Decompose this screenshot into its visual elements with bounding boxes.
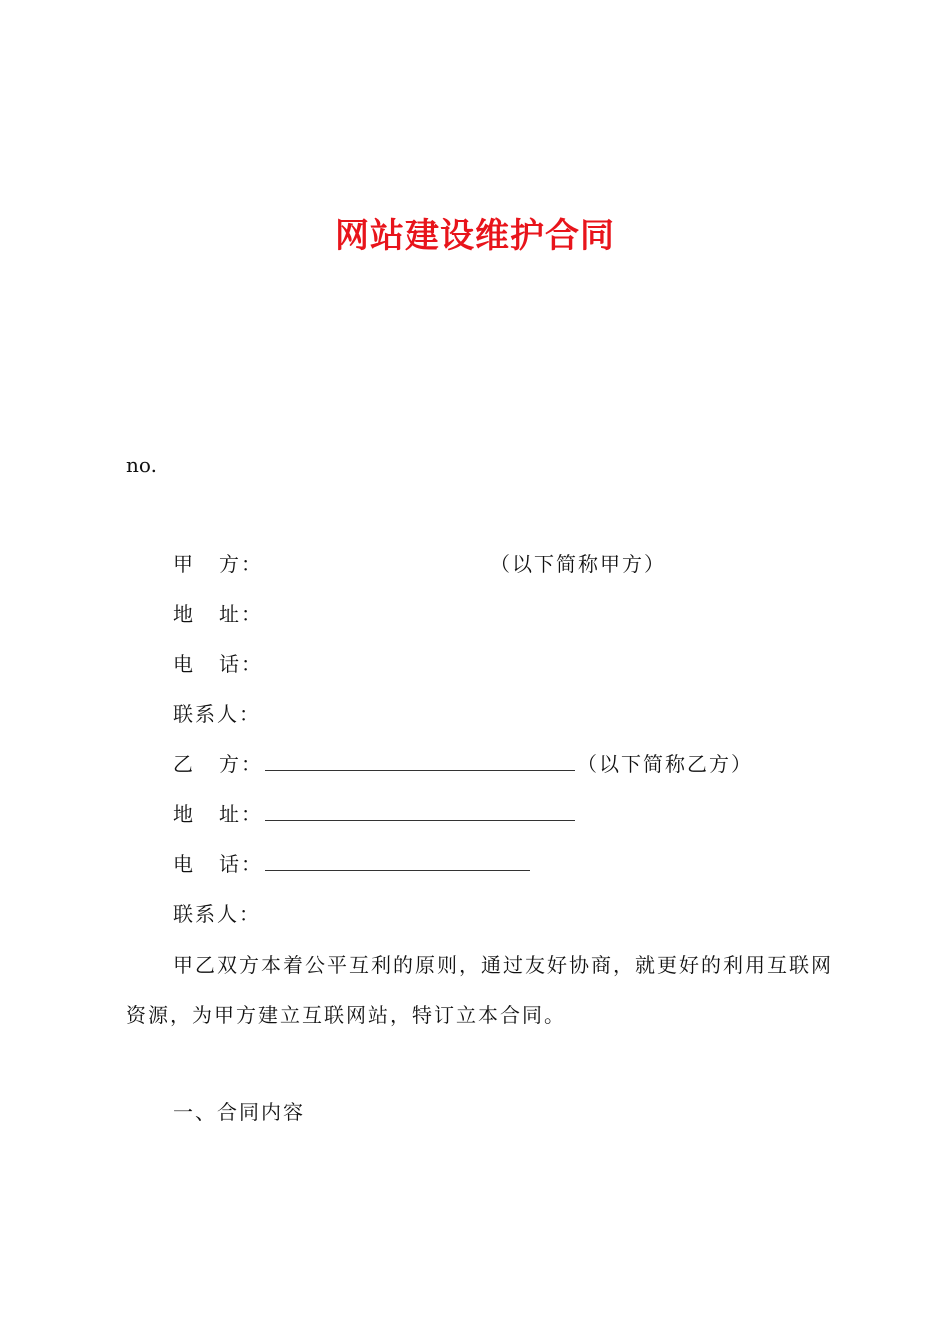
party-b-line — [173, 752, 753, 776]
party-a-address-char: 地 — [173, 602, 195, 626]
document-title: 网站建设维护合同 — [335, 216, 615, 256]
party-b-note: （以下简称乙方） — [577, 752, 753, 776]
party-a-contact-line: 联系人： — [173, 702, 261, 726]
party-b-phone-blank[interactable] — [265, 852, 530, 871]
party-b-name-blank[interactable] — [265, 752, 575, 771]
party-a-phone-suffix: 话： — [219, 652, 263, 676]
party-a-phone-line — [173, 652, 263, 676]
party-b-phone-char: 电 — [173, 852, 195, 876]
party-b-address-line — [173, 802, 577, 826]
party-a-label-char: 甲 — [173, 552, 195, 576]
party-a-note: （以下简称甲方） — [490, 552, 666, 576]
party-b-contact-line: 联系人： — [173, 902, 261, 926]
party-b-label-char: 乙 — [173, 752, 195, 776]
party-b-address-suffix: 址： — [219, 802, 263, 826]
preamble-paragraph: 甲乙双方本着公平互利的原则，通过友好协商，就更好的利用互联网资源，为甲方建立互联网站，特订立本合同。 — [126, 953, 833, 1027]
party-b-phone-line — [173, 852, 532, 876]
party-a-label-suffix: 方： — [219, 552, 263, 576]
party-a-line — [173, 552, 263, 576]
party-a-phone-char: 电 — [173, 652, 195, 676]
party-b-label-suffix: 方： — [219, 752, 263, 776]
party-a-address-suffix: 址： — [219, 602, 263, 626]
party-b-address-char: 地 — [173, 802, 195, 826]
party-b-phone-suffix: 话： — [219, 852, 263, 876]
document-number: no. — [126, 453, 157, 477]
party-b-address-blank[interactable] — [265, 802, 575, 821]
section-heading-contract-content: 一、合同内容 — [173, 1100, 305, 1124]
party-a-address-line — [173, 602, 263, 626]
